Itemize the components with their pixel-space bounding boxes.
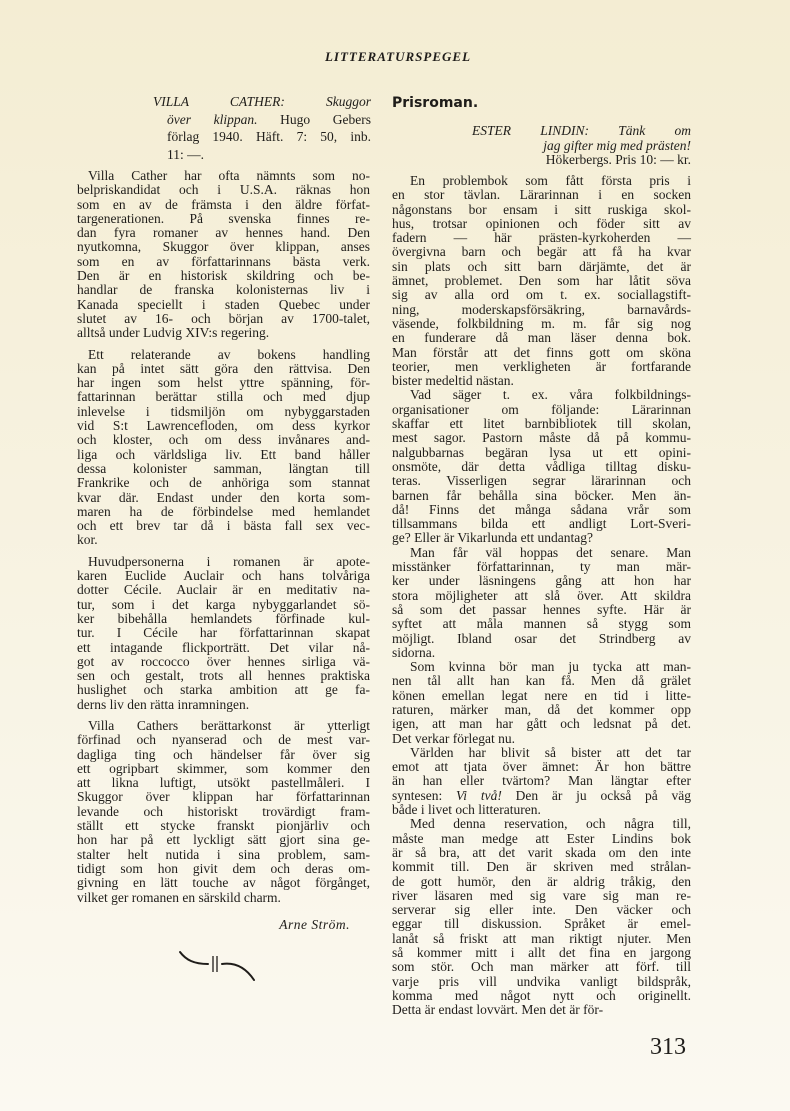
paragraph bbox=[77, 719, 370, 905]
paragraph bbox=[77, 555, 370, 712]
text-line: kan på intet sätt göra den rättvisa. Den bbox=[77, 360, 370, 376]
left-bibliography bbox=[153, 93, 371, 163]
text-line: liga och världsliga liv. Ett band håller bbox=[77, 446, 370, 462]
text-line: ämnet, problemet. Den som har låtit söva bbox=[392, 273, 691, 289]
text-line: Skuggor över klippan har författarinnan bbox=[77, 789, 370, 805]
text-line: som stör. Och man märker att förf. till bbox=[392, 959, 691, 975]
text-line: organisationer om följande: Lärarinnan bbox=[392, 401, 691, 417]
text-line: kor. bbox=[77, 532, 98, 548]
text-line: teras. Visserligen segrar lärarinnan och bbox=[392, 473, 691, 489]
text-line: belpriskandidat och i U.S.A. räknas hon bbox=[77, 182, 370, 198]
text-line: de gott humör, den är aldrig tråkig, den bbox=[392, 873, 691, 889]
text-line: tidigt som hon givit dem och deras om- bbox=[77, 860, 370, 876]
text-line: slutet av 16- och början av 1700-talet, bbox=[77, 310, 370, 326]
text-line: Villa Cather har ofta nämnts som no- bbox=[88, 168, 370, 183]
text-line: ker under läsningens gång att hon har bbox=[392, 573, 691, 589]
text-line bbox=[472, 139, 691, 154]
text-line: Med denna reservation, och några till, bbox=[410, 816, 691, 832]
text-line: övergivna barn och begär att få ha kvar bbox=[392, 244, 691, 260]
right-review-body bbox=[392, 174, 691, 1018]
text-line: Vad säger t. ex. våra folkbildnings- bbox=[410, 387, 691, 403]
text-line: förfinad och nyanserad och de mest var- bbox=[77, 732, 370, 748]
italic-text: ESTER LINDIN: Tänk om bbox=[472, 123, 691, 138]
running-title: LITTERATURSPEGEL bbox=[324, 49, 472, 64]
text-line: Frankrike och de anhöriga som stannat bbox=[77, 475, 370, 491]
text-line: komma med något nytt och originellt. bbox=[392, 987, 691, 1003]
text-line: fattarinnan berättar stilla och med djup bbox=[77, 389, 370, 405]
text-line: dessa kolonister samman, längtan till bbox=[77, 460, 370, 476]
text-line bbox=[153, 128, 371, 146]
text-line: Detta är endast lovvärt. Men det är för- bbox=[392, 1002, 604, 1018]
text-line: mest sagor. Pastorn måste då på kommu- bbox=[392, 430, 691, 446]
paragraph bbox=[392, 746, 691, 817]
text-line: ge? Eller är Vikarlunda ett undantag? bbox=[392, 530, 593, 546]
text-line: skaffar ett litet barnbibliotek till skolan, bbox=[392, 416, 691, 432]
left-review-body bbox=[77, 169, 370, 905]
text-line: dagliga ting och händelser får över sig bbox=[77, 746, 370, 762]
text-line: derns liv den rätta inramningen. bbox=[77, 696, 250, 712]
section-end-ornament-icon bbox=[178, 950, 258, 989]
italic-text: VILLA CATHER: Skuggor bbox=[153, 94, 371, 109]
text-segment: syntesen: bbox=[392, 787, 457, 803]
text-line: lanåt så friskt att man riktigt njuter. Men bbox=[392, 930, 691, 946]
text-line: vilket ger romanen en särskild charm. bbox=[77, 889, 281, 905]
paragraph bbox=[392, 546, 691, 660]
page-number: 313 bbox=[650, 1034, 686, 1060]
text-line: fadern — här prästen-kyrkoherden — bbox=[392, 230, 691, 246]
text-line: alltså under Ludvig XIV:s regering. bbox=[77, 325, 270, 341]
text-line: då! Finns det många sådana vrår som bbox=[392, 501, 691, 517]
text-line bbox=[472, 153, 691, 168]
text-line: stora möjligheter att slå över. Att skildra bbox=[392, 587, 691, 603]
text-line: Man får väl hoppas det senare. Man bbox=[410, 544, 691, 560]
text-line: ställt ett stycke franskt pionjärliv och bbox=[77, 818, 370, 834]
text-line: tur, som i det karga nybyggarlandet sö- bbox=[77, 596, 370, 612]
text-line: vid S:t Lawrencefloden, om dess kyrkor bbox=[77, 418, 370, 434]
text-line: Man förstår att det finns gott om sköna bbox=[392, 344, 691, 360]
text-line: hus, trotsar opinionen och föder sitt av bbox=[392, 215, 691, 231]
text-segment: Hökerbergs. Pris 10: — kr. bbox=[545, 152, 691, 168]
text-line: onsmöte, där detta vådliga tilltag disku- bbox=[392, 458, 691, 474]
text-line: så kommer mitt i allt det fina en jargong bbox=[392, 945, 691, 961]
text-line: än han eller tvärtom? Man längtar efter bbox=[392, 773, 691, 789]
text-line: ning, moderskapsförsäkring, barnavårds- bbox=[392, 301, 691, 317]
right-bibliography bbox=[472, 124, 691, 168]
text-line: möjligt. Ibland osar det Strindberg av bbox=[392, 630, 691, 646]
text-line: måste man medge att Ester Lindins bok bbox=[392, 830, 691, 846]
italic-text: Vi två! bbox=[456, 787, 502, 803]
text-line: givning en lätt touche av något förgånget, bbox=[77, 875, 370, 891]
text-line: en funderare då man läser denna bok. bbox=[392, 330, 691, 346]
text-line: teorier, men verkligheten är fortfarande bbox=[392, 358, 691, 374]
text-line: got av roccocco över hennes sirliga vä- bbox=[77, 653, 370, 669]
italic-text: jag gifter mig med prästen! bbox=[543, 137, 691, 153]
text-line: kvar där. Endast under den korta som- bbox=[77, 489, 370, 505]
text-line: river läsaren med sig vare sig man re- bbox=[392, 887, 691, 903]
text-line: stalter helt nutida i sina problem, sam- bbox=[77, 846, 370, 862]
paragraph bbox=[392, 174, 691, 388]
text-line: tillsammans bilda ett andligt Lort-Sveri- bbox=[392, 516, 691, 532]
text-line: Kanada speciellt i staden Quebec under bbox=[77, 296, 370, 312]
text-segment: Den är ju också på väg bbox=[501, 787, 692, 803]
text-line: nalgubbarnas begäran lysa ut ett opini- bbox=[392, 444, 691, 460]
text-line: karen Euclide Auclair och hans tolvåriga bbox=[77, 568, 370, 584]
text-line: raturen, märker man, då det kommer opp bbox=[392, 701, 691, 717]
text-line: sidorna. bbox=[392, 644, 436, 660]
text-line: tur. I Cécile har författarinnan skapat bbox=[77, 625, 370, 641]
text-line: är så bra, att det varit skada om den inte bbox=[392, 844, 691, 860]
paragraph bbox=[392, 388, 691, 545]
text-line: väsende, folkbildning m. m. får sig nog bbox=[392, 315, 691, 331]
section-heading: Prisroman. bbox=[392, 95, 479, 111]
text-line: att likna luftigt, utsökt pastellmåleri. I bbox=[77, 775, 370, 791]
text-line: Ett relaterande av bokens handling bbox=[88, 346, 370, 362]
text-line: en stor tävlan. Lärarinnan i en socken bbox=[392, 187, 691, 203]
text-line: levande och historiskt trovärdigt fram- bbox=[77, 803, 370, 819]
text-segment: Hugo Gebers bbox=[257, 111, 372, 127]
text-line: eggar till diskussion. Språket är emel- bbox=[392, 916, 691, 932]
text-line: kommit till. Den är skriven med strålan- bbox=[392, 859, 691, 875]
text-line: så som det passar hennes syfte. Här är bbox=[392, 601, 691, 617]
text-line: targenerationen. På svenska finnes re- bbox=[77, 210, 370, 226]
text-segment: förlag 1940. Häft. 7: 50, inb. bbox=[167, 129, 371, 145]
text-line: sig av alla ord om t. ex. sociallagstift- bbox=[392, 287, 691, 303]
text-line: ker bibehålla hemlandets förfinade kul- bbox=[77, 610, 370, 626]
text-line: som en av författarinnans bästa verk. bbox=[77, 253, 370, 269]
text-line: barnen får behålla sina böcker. Men än- bbox=[392, 487, 691, 503]
italic-text: över klippan. bbox=[167, 111, 258, 127]
text-line: som en av de främsta i den äldre förfat- bbox=[77, 196, 370, 212]
text-line bbox=[472, 124, 691, 139]
text-line: huslighet och starka ambition att ge fa- bbox=[77, 682, 370, 698]
text-line bbox=[153, 146, 371, 164]
text-line: Huvudpersonerna i romanen är apote- bbox=[88, 553, 370, 569]
text-line: Villa Cathers berättarkonst är ytterligt bbox=[88, 717, 370, 733]
text-line: dan fyra romaner av hennes hand. Den bbox=[77, 225, 370, 241]
text-line: Det verkar förlegat nu. bbox=[392, 730, 515, 746]
text-line: syftet att måla mannen så stygg som bbox=[392, 616, 691, 632]
paragraph bbox=[77, 169, 370, 341]
text-line: hon har på ett lyckligt sätt gjort sina ge- bbox=[77, 832, 370, 848]
text-segment: 11: —. bbox=[167, 146, 204, 162]
text-line: handlar de franska kolonisternas liv i bbox=[77, 282, 370, 298]
text-line: ett ogripbart skimmer, som kommer den bbox=[77, 760, 370, 776]
text-line: har ingen som helst yttre spänning, för- bbox=[77, 375, 370, 391]
text-line: Den är en historisk skildring och be- bbox=[77, 268, 370, 284]
text-line: och ett brev tar då i bästa fall sex vec- bbox=[77, 518, 370, 534]
text-line bbox=[392, 789, 691, 803]
text-line: både i livet och litteraturen. bbox=[392, 802, 541, 818]
paragraph bbox=[77, 348, 370, 548]
text-line bbox=[153, 93, 371, 111]
text-line: En problembok som fått första pris i bbox=[410, 173, 691, 188]
review-signature: Arne Ström. bbox=[279, 917, 350, 932]
text-line: och kloster, och om dess invånares and- bbox=[77, 432, 370, 448]
text-line: könen emellan legat nere en tid i litte- bbox=[392, 687, 691, 703]
text-line: emot att tjata över ämnet: Är hon bättre bbox=[392, 759, 691, 775]
text-line: nen tål allt han kan få. Men då grälet bbox=[392, 673, 691, 689]
text-line bbox=[153, 111, 371, 129]
text-line: misstänker författarinnan, ty man mär- bbox=[392, 559, 691, 575]
text-line: igen, att man har gått och ledsnat på det. bbox=[392, 716, 691, 732]
text-line: inlevelse i tidsmiljön om nybyggarstaden bbox=[77, 403, 370, 419]
text-line: Som kvinna bör man ju tycka att man- bbox=[410, 659, 691, 675]
text-line: Världen har blivit så bister att det tar bbox=[410, 744, 691, 760]
text-line: sin plats och sitt barn därjämte, det är bbox=[392, 258, 691, 274]
text-line: ett intagande flickporträtt. Det vilar nå- bbox=[77, 639, 370, 655]
text-line: maren ha de förbindelse med hemlandet bbox=[77, 503, 370, 519]
text-line: sen och gestalt, trots all hennes praktiska bbox=[77, 668, 370, 684]
text-line: bister medeltid nästan. bbox=[392, 373, 514, 389]
paragraph bbox=[392, 660, 691, 746]
text-line: varje pris vill undvika vanligt bildspråk, bbox=[392, 973, 691, 989]
text-line: dotter Cécile. Auclair är en meditativ na- bbox=[77, 582, 370, 598]
paragraph bbox=[392, 817, 691, 1017]
text-line: någonstans bor ensam i sitt ruskiga skol- bbox=[392, 201, 691, 217]
text-line: serverar sig eller inte. Den väcker och bbox=[392, 902, 691, 918]
text-line: nyutkomna, Skuggor över klippan, anses bbox=[77, 239, 370, 255]
